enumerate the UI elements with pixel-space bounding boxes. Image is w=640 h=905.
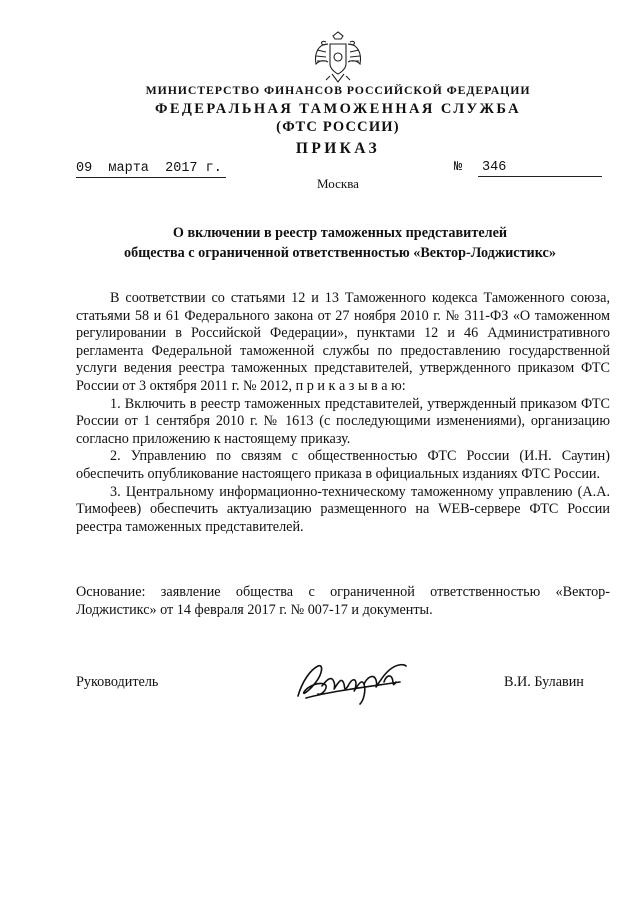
order-number: 346 <box>478 160 602 177</box>
order-title-line-2: общества с ограниченной ответственностью «Вектор-Лоджистикс» <box>124 244 556 261</box>
order-item-3: 3. Центральному информационно-техническому таможенному управлению (А.А. Тимофеев) обеспечить актуализацию размещенного на WEB-сервере ФТС России реестра таможенных представителей. <box>76 483 610 535</box>
signer-name: В.И. Булавин <box>504 674 584 690</box>
order-date: 09 марта 2017 г. <box>76 161 226 178</box>
order-number-label: № <box>454 160 463 175</box>
order-title-line-1: О включении в реестр таможенных представителей <box>172 225 508 241</box>
preamble-paragraph: В соответствии со статьями 12 и 13 Таможенного кодекса Таможенного союза, статьями 58 и 61 Федерального закона от 27 ноября 2010 г. № 311-ФЗ «О таможенном регулировании в Российской Федерации», пунктами 12 и 46 Административного регламента Федеральной таможенной службы по предоставлению государственной услуги ведения реестра таможенных представителей, утвержденного приказом ФТС России от 3 октября 2011 г. № 2012, п р и к а з ы в а ю: <box>76 290 610 394</box>
service-short-name: (ФТС РОССИИ) <box>276 119 400 135</box>
coat-of-arms-icon <box>312 30 364 84</box>
basis-paragraph: Основание: заявление общества с ограниченной ответственностью «Вектор-Лоджистикс» от 14 февраля 2017 г. № 007-17 и документы. <box>76 584 610 618</box>
service-name: ФЕДЕРАЛЬНАЯ ТАМОЖЕННАЯ СЛУЖБА <box>154 101 521 117</box>
order-title <box>100 224 580 263</box>
order-item-2: 2. Управлению по связям с общественностью ФТС России (И.Н. Саутин) обеспечить опубликование настоящего приказа в официальных изданиях ФТС России. <box>76 448 610 482</box>
order-item-1: 1. Включить в реестр таможенных представителей, утвержденный приказом ФТС России от 1 сентября 2010 г. № 1613 (с последующими изменениями), организацию согласно приложению к настоящему приказу. <box>76 395 610 447</box>
ministry-name: МИНИСТЕРСТВО ФИНАНСОВ РОССИЙСКОЙ ФЕДЕРАЦИИ <box>145 83 531 97</box>
order-body <box>76 290 610 536</box>
signer-title: Руководитель <box>76 674 159 690</box>
issue-city: Москва <box>317 176 359 191</box>
handwritten-signature <box>288 652 418 712</box>
document-type: ПРИКАЗ <box>295 140 381 157</box>
